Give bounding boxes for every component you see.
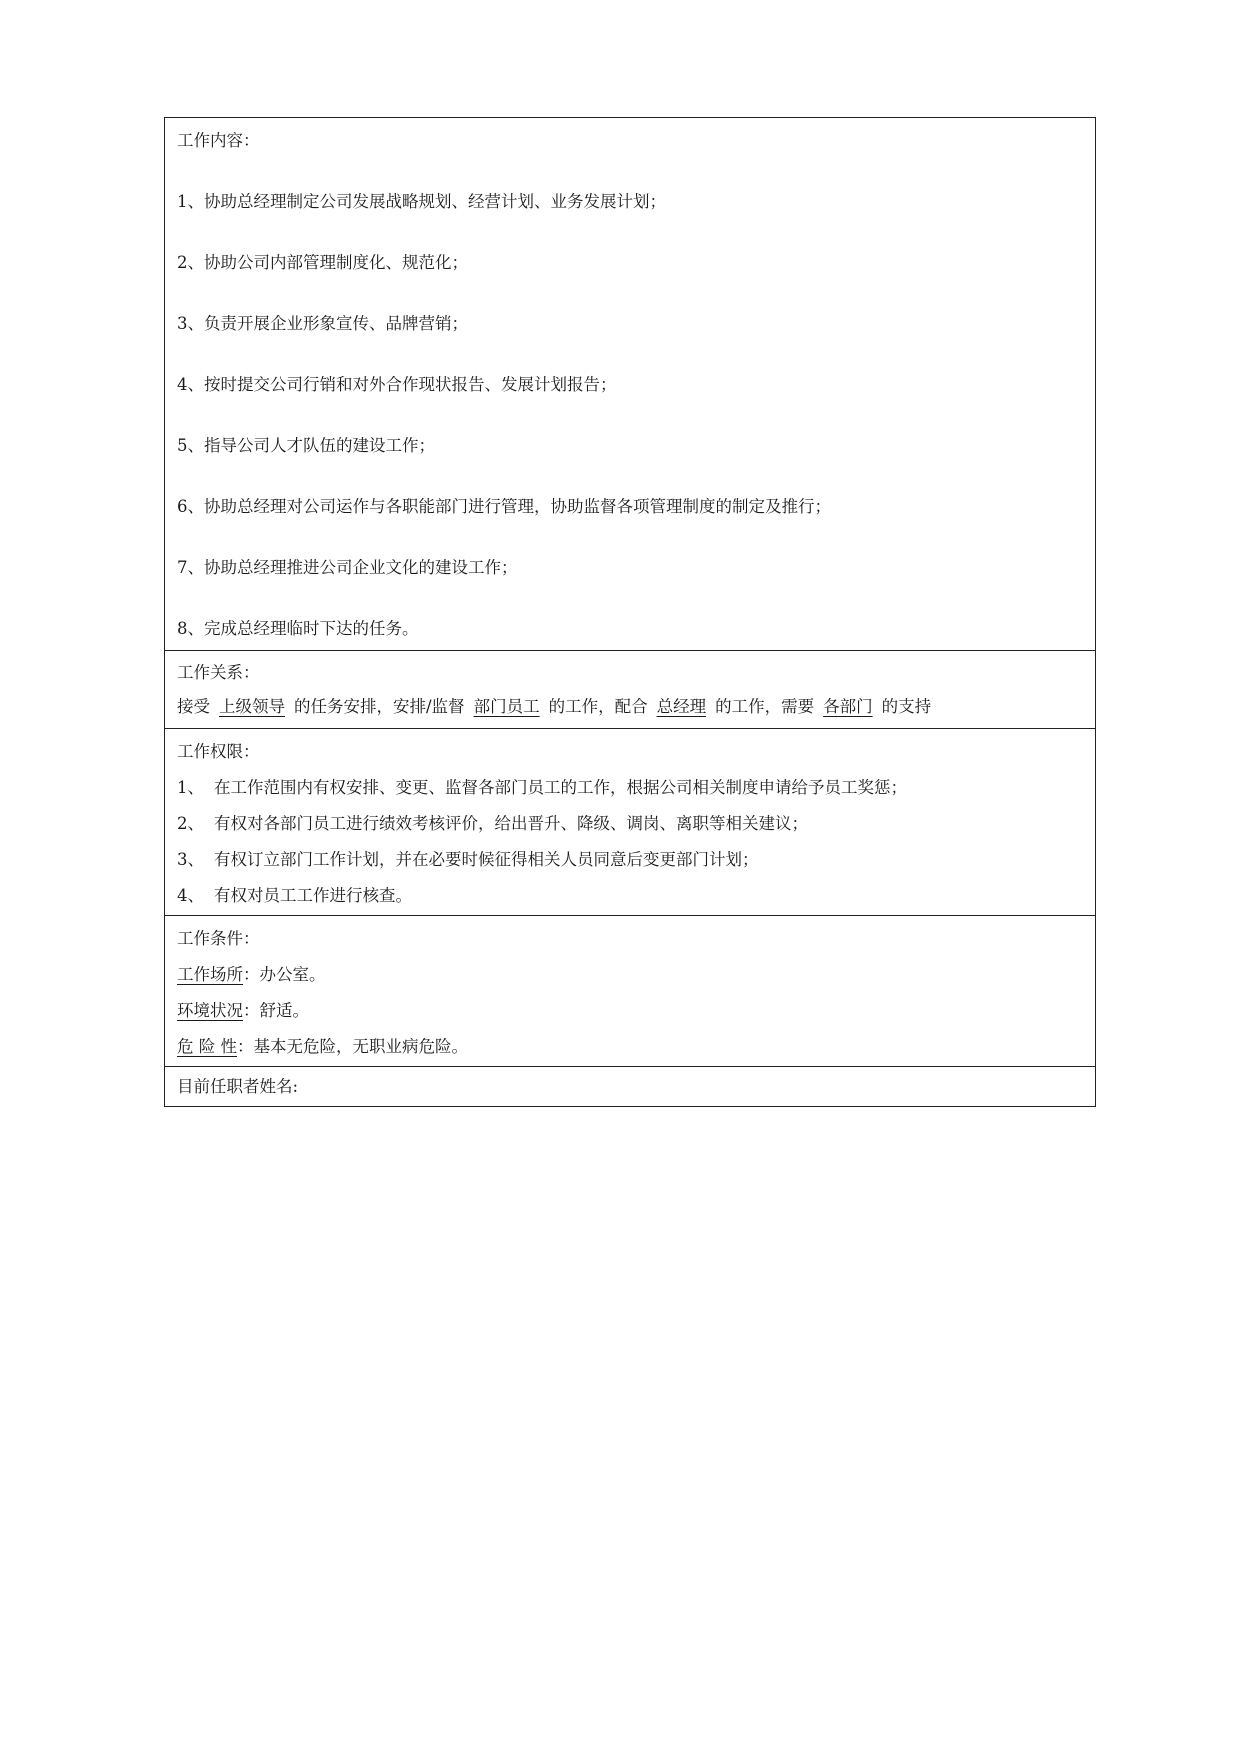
authority-item-number: 3、 <box>177 850 204 869</box>
authority-item-number: 1、 <box>177 778 204 797</box>
authority-item-text: 有权对员工工作进行核查。 <box>214 886 412 905</box>
work-content-item: 1、协助总经理制定公司发展战略规划、经营计划、业务发展计划； <box>177 192 666 211</box>
relations-text: 的支持 <box>881 697 932 716</box>
work-content-heading: 工作内容： <box>177 131 260 150</box>
work-relations-section <box>165 650 1095 728</box>
work-content-section <box>165 118 1095 650</box>
condition-environment-label: 环境状况 <box>177 1001 243 1020</box>
work-content-item: 3、负责开展企业形象宣传、品牌营销； <box>177 314 468 333</box>
relations-field-cooperate: 总经理 <box>656 697 707 716</box>
work-content-item: 8、完成总经理临时下达的任务。 <box>177 619 419 638</box>
work-relations-heading: 工作关系： <box>177 663 260 682</box>
work-conditions-heading: 工作条件： <box>177 929 260 948</box>
relations-field-subordinates: 部门员工 <box>473 697 540 716</box>
authority-item-text: 有权对各部门员工进行绩效考核评价，给出晋升、降级、调岗、离职等相关建议； <box>214 814 808 833</box>
work-content-item: 5、指导公司人才队伍的建设工作； <box>177 436 435 455</box>
work-content-item: 4、按时提交公司行销和对外合作现状报告、发展计划报告； <box>177 375 617 394</box>
authority-item <box>177 770 1083 806</box>
condition-environment <box>177 993 1083 1029</box>
work-relations-sentence <box>177 690 1083 724</box>
condition-risk-value: ：基本无危险，无职业病危险。 <box>237 1037 468 1056</box>
work-content-item: 7、协助总经理推进公司企业文化的建设工作； <box>177 558 518 577</box>
authority-item <box>177 878 1083 914</box>
work-authority-heading: 工作权限： <box>177 742 260 761</box>
incumbent-section <box>165 1066 1095 1106</box>
condition-place-label: 工作场所 <box>177 965 243 984</box>
condition-risk <box>177 1029 1083 1065</box>
authority-item-number: 4、 <box>177 886 204 905</box>
work-content-item: 2、协助公司内部管理制度化、规范化； <box>177 253 468 272</box>
relations-text: 的工作，需要 <box>715 697 815 716</box>
relations-text: 的任务安排，安排/监督 <box>294 697 465 716</box>
condition-place-value: ：办公室。 <box>243 965 326 984</box>
condition-place <box>177 957 1083 993</box>
authority-item-text: 在工作范围内有权安排、变更、监督各部门员工的工作，根据公司相关制度申请给予员工奖惩； <box>214 778 907 797</box>
relations-field-support: 各部门 <box>823 697 873 716</box>
incumbent-name-label: 目前任职者姓名: <box>177 1077 299 1096</box>
job-description-table <box>164 117 1096 1107</box>
relations-field-superior: 上级领导 <box>219 697 285 716</box>
work-content-item: 6、协助总经理对公司运作与各职能部门进行管理，协助监督各项管理制度的制定及推行； <box>177 497 831 516</box>
work-authority-section <box>165 728 1095 915</box>
authority-item-number: 2、 <box>177 814 204 833</box>
authority-item-text: 有权订立部门工作计划，并在必要时候征得相关人员同意后变更部门计划； <box>214 850 759 869</box>
work-conditions-section <box>165 915 1095 1066</box>
authority-item <box>177 806 1083 842</box>
relations-text: 的工作，配合 <box>548 697 648 716</box>
condition-risk-label: 危 险 性 <box>177 1037 237 1056</box>
relations-text: 接受 <box>177 697 210 716</box>
authority-item <box>177 842 1083 878</box>
condition-environment-value: ：舒适。 <box>243 1001 309 1020</box>
